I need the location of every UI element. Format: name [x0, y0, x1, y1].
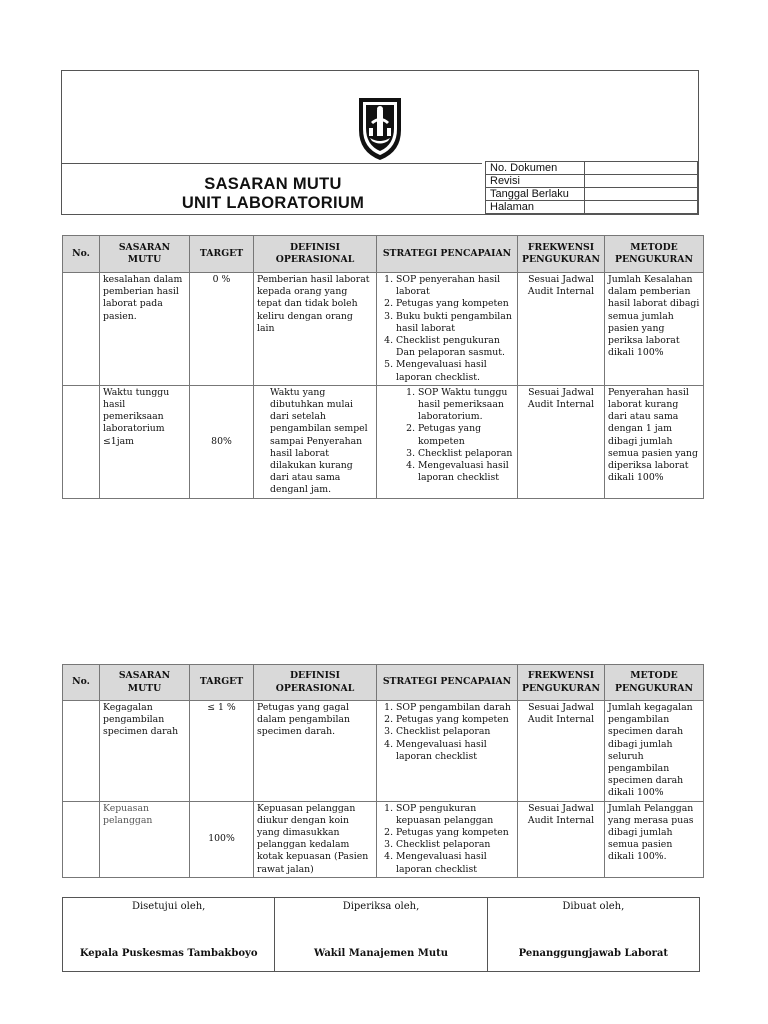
- province-emblem-logo: [355, 96, 405, 162]
- strategy-item: 2. Petugas yang kompeten: [396, 827, 514, 839]
- cell-target: 0 %: [190, 273, 254, 386]
- signature-block-reviewer: [275, 898, 487, 972]
- col-header-sasaran: SASARAN MUTU: [100, 236, 190, 273]
- cell-target: 100%: [190, 801, 254, 877]
- signature-name: Wakil Manajemen Mutu: [313, 948, 449, 959]
- cell-definisi: Pemberian hasil laborat kepada orang yang tepat dan tidak boleh keliru dengan orang lain: [254, 273, 377, 386]
- cell-sasaran: kesalahan dalam pemberian hasil laborat pada pasien.: [100, 273, 190, 386]
- col-header-metode: METODE PENGUKURAN: [605, 665, 704, 701]
- col-header-target: TARGET: [190, 665, 254, 701]
- cell-definisi: Petugas yang gagal dalam pengambilan specimen darah.: [254, 701, 377, 802]
- strategy-item: 3. Checklist pelaporan: [418, 448, 514, 460]
- col-header-frekwensi: FREKWENSI PENGUKURAN: [518, 236, 605, 273]
- strategy-item: 2. Petugas yang kompeten: [396, 714, 514, 726]
- meta-label: Tanggal Berlaku: [486, 188, 585, 201]
- strategy-item: 4. Mengevaluasi hasil laporan checklist: [418, 460, 514, 484]
- cell-definisi: Kepuasan pelanggan diukur dengan koin yang dimasukkan pelanggan kedalam kotak kepuasan (Pasien rawat jalan): [254, 801, 377, 877]
- strategy-item: 5. Mengevaluasi hasil laporan checklist.: [396, 359, 514, 383]
- title-line-1: SASARAN MUTU: [204, 175, 342, 193]
- signature-name: Kepala Puskesmas Tambakboyo: [79, 948, 258, 959]
- title-line-2: UNIT LABORATORIUM: [181, 194, 365, 212]
- cell-sasaran: Kegagalan pengambilan specimen darah: [100, 701, 190, 802]
- cell-target: 80%: [190, 385, 254, 498]
- table-row: [63, 801, 704, 877]
- meta-label: Revisi: [486, 175, 585, 188]
- strategy-item: 1. SOP pengambilan darah: [396, 702, 514, 714]
- col-header-strategi: STRATEGI PENCAPAIAN: [377, 236, 518, 273]
- col-header-no: No.: [63, 665, 100, 701]
- strategy-item: 1. SOP Waktu tunggu hasil pemeriksaan laboratorium.: [418, 387, 514, 424]
- table-row: [63, 385, 704, 498]
- cell-frekwensi: Sesuai Jadwal Audit Internal: [518, 273, 605, 386]
- quality-target-table-2: [62, 664, 704, 878]
- cell-metode: Penyerahan hasil laborat kurang dari atau sama dengan 1 jam dibagi jumlah semua pasien yang diperiksa laborat dikali 100%: [605, 385, 704, 498]
- strategy-item: 4. Checklist pengukuran Dan pelaporan sasmut.: [396, 335, 514, 359]
- cell-definisi: Waktu yang dibutuhkan mulai dari setelah pengambilan sempel sampai Penyerahan hasil laborat dilakukan kurang dari atau sama denganl jam.: [254, 385, 377, 498]
- table-row: [63, 701, 704, 802]
- cell-strategi: [377, 385, 518, 498]
- cell-no: [63, 385, 100, 498]
- signature-block-author: [487, 898, 699, 972]
- table-row: [63, 273, 704, 386]
- table-header-row: [63, 665, 704, 701]
- document-meta-table: [485, 161, 698, 214]
- col-header-definisi: DEFINISI OPERASIONAL: [254, 665, 377, 701]
- col-header-no: No.: [63, 236, 100, 273]
- cell-target: ≤ 1 %: [190, 701, 254, 802]
- quality-target-table-1: [62, 235, 704, 499]
- cell-no: [63, 801, 100, 877]
- cell-metode: Jumlah kegagalan pengambilan specimen darah dibagi jumlah seluruh pengambilan specimen darah dikali 100%: [605, 701, 704, 802]
- cell-strategi: [377, 273, 518, 386]
- strategy-list: [380, 803, 514, 876]
- signature-role: Diperiksa oleh,: [342, 901, 420, 912]
- signature-table: [62, 897, 700, 972]
- strategy-item: 1. SOP pengukuran kepuasan pelanggan: [396, 803, 514, 827]
- signature-name: Penanggungjawab Laborat: [518, 948, 668, 959]
- strategy-list: [380, 274, 514, 384]
- signature-role: Dibuat oleh,: [562, 901, 625, 912]
- cell-strategi: [377, 801, 518, 877]
- strategy-item: 2. Petugas yang kompeten: [418, 423, 514, 447]
- meta-value: [584, 175, 697, 188]
- strategy-item: 4. Mengevaluasi hasil laporan checklist: [396, 739, 514, 763]
- table-header-row: [63, 236, 704, 273]
- cell-frekwensi: Sesuai Jadwal Audit Internal: [518, 701, 605, 802]
- signature-role: Disetujui oleh,: [131, 901, 206, 912]
- cell-metode: Jumlah Kesalahan dalam pemberian hasil laborat dibagi semua jumlah pasien yang periksa laborat dikali 100%: [605, 273, 704, 386]
- meta-label: No. Dokumen: [486, 162, 585, 175]
- document-header: [61, 70, 699, 215]
- header-divider: [62, 163, 482, 164]
- meta-value: [584, 162, 697, 175]
- strategy-item: 1. SOP penyerahan hasil laborat: [396, 274, 514, 298]
- col-header-frekwensi: FREKWENSI PENGUKURAN: [518, 665, 605, 701]
- strategy-item: 3. Checklist pelaporan: [396, 726, 514, 738]
- col-header-sasaran: SASARAN MUTU: [100, 665, 190, 701]
- col-header-target: TARGET: [190, 236, 254, 273]
- cell-no: [63, 273, 100, 386]
- cell-frekwensi: Sesuai Jadwal Audit Internal: [518, 801, 605, 877]
- cell-frekwensi: Sesuai Jadwal Audit Internal: [518, 385, 605, 498]
- strategy-item: 4. Mengevaluasi hasil laporan checklist: [396, 851, 514, 875]
- meta-label: Halaman: [486, 201, 585, 214]
- col-header-metode: METODE PENGUKURAN: [605, 236, 704, 273]
- strategy-list: [380, 702, 514, 763]
- cell-no: [63, 701, 100, 802]
- strategy-item: 3. Checklist pelaporan: [396, 839, 514, 851]
- cell-sasaran: Kepuasan pelanggan: [100, 801, 190, 877]
- meta-value: [584, 201, 697, 214]
- col-header-strategi: STRATEGI PENCAPAIAN: [377, 665, 518, 701]
- strategy-list: [380, 387, 514, 485]
- meta-value: [584, 188, 697, 201]
- strategy-item: 2. Petugas yang kompeten: [396, 298, 514, 310]
- cell-metode: Jumlah Pelanggan yang merasa puas dibagi jumlah semua pasien dikali 100%.: [605, 801, 704, 877]
- col-header-definisi: DEFINISI OPERASIONAL: [254, 236, 377, 273]
- cell-sasaran: Waktu tunggu hasil pemeriksaan laboratorium ≤1jam: [100, 385, 190, 498]
- signature-block-approver: [63, 898, 275, 972]
- strategy-item: 3. Buku bukti pengambilan hasil laborat: [396, 311, 514, 335]
- cell-strategi: [377, 701, 518, 802]
- document-title: [62, 175, 484, 213]
